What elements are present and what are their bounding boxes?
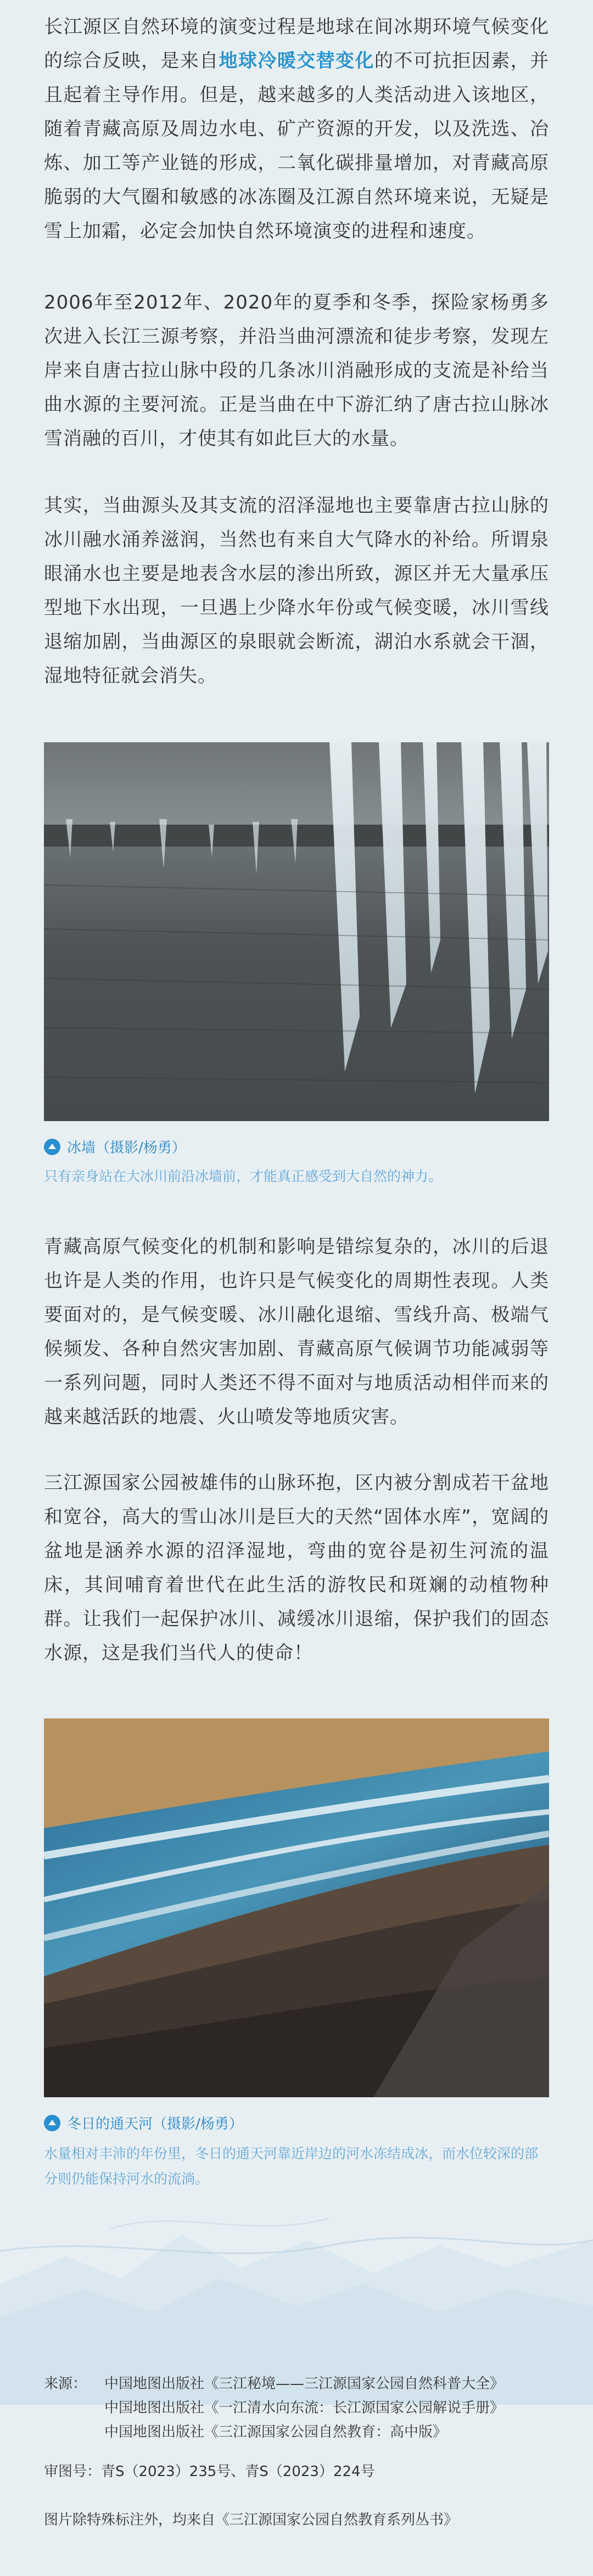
paragraph-5: 三江源国家公园被雄伟的山脉环抱，区内被分割成若干盆地和宽谷，高大的雪山冰川是巨大的天然“固体水库”，宽阔的盆地是涵养水源的沼泽湿地，弯曲的宽谷是初生河流的温床，其间哺育着世代在此生活的游牧民和斑斓的动植物种群。让我们一起保护冰川、减缓冰川退缩，保护我们的固态水源，这是我们当代人的使命！ (44, 1472, 549, 1664)
ice-wall-photo (44, 742, 549, 1121)
paragraph-1-text-b: 的不可抗拒因素，并且起着主导作用。但是，越来越多的人类活动进入该地区，随着青藏高原及周边水电、矿产资源的开发，以及洗选、冶炼、加工等产业链的形成，二氧化碳排量增加，对青藏高原脆弱的大气圈和敏感的冰冻圈及江源自然环境来说，无疑是雪上加霜，必定会加快自然环境演变的进程和速度。 (44, 50, 550, 242)
paragraph-1 (44, 10, 549, 248)
tongtian-river-photo (44, 1718, 549, 2097)
mountain-watermark-graphic (0, 2174, 593, 2405)
mountain-icon (44, 1139, 60, 1155)
source-item: 中国地图出版社《三江秘境——三江源国家公园自然科普大全》 (104, 2376, 505, 2392)
paragraph-3: 其实，当曲源头及其支流的沼泽湿地也主要靠唐古拉山脉的冰川融水涌养滋润，当然也有来自大气降水的补给。所谓泉眼涌水也主要是地表含水层的渗出所致，源区并无大量承压型地下水出现，一旦遇上少降水年份或气候变暖，冰川雪线退缩加剧，当曲源区的泉眼就会断流，湖泊水系就会干涸，湿地特征就会消失。 (44, 495, 549, 687)
source-list (44, 2372, 549, 2444)
highlight-phrase: 地球冷暖交替变化 (219, 50, 374, 72)
photo2-description: 水量相对丰沛的年份里，冬日的通天河靠近岸边的河水冻结成冰，而水位较深的部分则仍能保持河水的流淌。 (44, 2146, 539, 2187)
photo2-caption (44, 2113, 549, 2133)
review-number: 审图号：青S（2023）235号、青S（2023）224号 (44, 2463, 375, 2480)
source-block (44, 2372, 549, 2444)
photo1-caption (44, 1136, 549, 1157)
image-credit-note: 图片除特殊标注外，均来自《三江源国家公园自然教育系列丛书》 (44, 2512, 458, 2528)
paragraph-4: 青藏高原气候变化的机制和影响是错综复杂的，冰川的后退也许是人类的作用，也许只是气候变化的周期性表现。人类要面对的，是气候变暖、冰川融化退缩、雪线升高、极端气候频发、各种自然灾害加剧、青藏高原气候调节功能减弱等一系列问题，同时人类还不得不面对与地质活动相伴而来的越来越活跃的地震、火山喷发等地质灾害。 (44, 1236, 549, 1428)
river-image (44, 1718, 549, 2097)
photo1-caption-text: 冰墙（摄影/杨勇） (67, 1140, 186, 1156)
mountain-watermark (0, 2174, 593, 2405)
source-item: 中国地图出版社《一江清水向东流：长江源国家公园解说手册》 (104, 2400, 505, 2416)
ice-wall-image (44, 742, 549, 1121)
paragraph-1-text-a: 长江源区自然环境的演变过程是地球在间冰期环境气候变化的综合反映，是来自 (44, 16, 549, 72)
paragraph-2: 2006年至2012年、2020年的夏季和冬季，探险家杨勇多次进入长江三源考察，并沿当曲河漂流和徒步考察，发现左岸来自唐古拉山脉中段的几条冰川消融形成的支流是补给当曲水源的主要河流。正是当曲在中下游汇纳了唐古拉山脉冰雪消融的百川，才使其有如此巨大的水量。 (44, 292, 549, 450)
photo2-caption-text: 冬日的通天河（摄影/杨勇） (67, 2116, 243, 2132)
photo1-description: 只有亲身站在大冰川前沿冰墙前，才能真正感受到大自然的神力。 (44, 1168, 443, 1184)
mountain-icon (44, 2115, 60, 2131)
source-item: 中国地图出版社《三江源国家公园自然教育：高中版》 (104, 2424, 447, 2440)
source-label: 来源： (44, 2376, 87, 2392)
